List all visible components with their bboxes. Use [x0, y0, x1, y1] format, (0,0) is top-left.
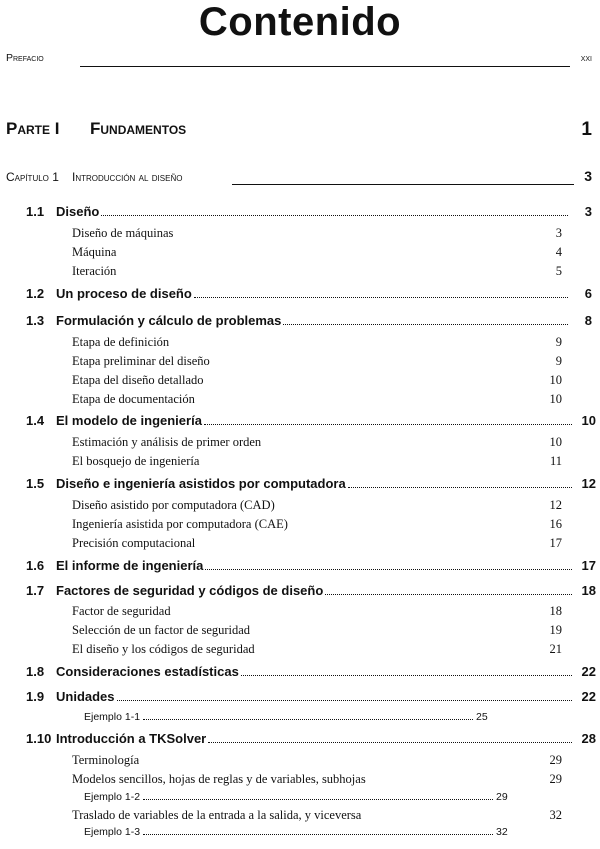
toc-section: Formulación y cálculo de problemas 8	[56, 313, 592, 328]
toc-subsection: Modelos sencillos, hojas de reglas y de variables, subhojas 29	[72, 772, 562, 786]
toc-subsection: El diseño y los códigos de seguridad 21	[72, 642, 562, 656]
section-number: 1.10	[26, 731, 52, 746]
preface-page: xxi	[580, 52, 592, 64]
toc-subsection: Selección de un factor de seguridad 19	[72, 623, 562, 637]
preface-rule	[80, 66, 570, 67]
toc-subsection: Factor de seguridad 18	[72, 604, 562, 618]
toc-section: El informe de ingeniería 17	[56, 558, 596, 573]
section-number: 1.7	[26, 583, 45, 598]
part-title: Fundamentos	[90, 119, 187, 138]
section-number: 1.5	[26, 476, 45, 491]
toc-subsection: Etapa de documentación 10	[72, 392, 562, 406]
toc-example: Ejemplo 1-3 32	[84, 826, 508, 838]
toc-subsection: Diseño de máquinas 3	[72, 226, 562, 240]
section-number: 1.2	[26, 286, 45, 301]
toc-subsection: Precisión computacional 17	[72, 536, 562, 550]
toc-section: Diseño e ingeniería asistidos por computadora 12	[56, 476, 596, 491]
chapter-title: Introducción al diseño	[72, 170, 183, 184]
toc-section	[56, 204, 592, 219]
toc-subsection: Terminología 29	[72, 753, 562, 767]
toc-section: Consideraciones estadísticas 22	[56, 664, 596, 679]
page-title: Contenido	[198, 0, 402, 44]
toc-subsection: Iteración 5	[72, 264, 562, 278]
chapter-rule	[232, 184, 574, 185]
toc-subsection: Ingeniería asistida por computadora (CAE) 16	[72, 517, 562, 531]
toc-section: Factores de seguridad y códigos de diseño 18	[56, 583, 596, 598]
toc-example: Ejemplo 1-2 29	[84, 791, 508, 803]
section-title: Diseño	[56, 204, 100, 219]
toc-subsection: Máquina 4	[72, 245, 562, 259]
section-number: 1.3	[26, 313, 45, 328]
part-page: 1	[581, 119, 592, 140]
toc-subsection: Estimación y análisis de primer orden 10	[72, 435, 562, 449]
section-number: 1.8	[26, 664, 45, 679]
toc-subsection: Diseño asistido por computadora (CAD) 12	[72, 498, 562, 512]
chapter-page: 3	[584, 168, 592, 184]
part-label: Parte I	[6, 119, 60, 138]
toc-subsection: El bosquejo de ingeniería 11	[72, 454, 562, 468]
toc-example: Ejemplo 1-1 25	[84, 711, 488, 723]
toc-section: El modelo de ingeniería 10	[56, 413, 596, 428]
chapter-label: Capítulo 1	[6, 170, 59, 184]
section-number: 1.6	[26, 558, 45, 573]
toc-section: Introducción a TKSolver 28	[56, 731, 596, 746]
section-number: 1.1	[26, 204, 45, 219]
toc-subsection: Etapa del diseño detallado 10	[72, 373, 562, 387]
toc-section: Unidades 22	[56, 689, 596, 704]
toc-subsection: Traslado de variables de la entrada a la salida, y viceversa 32	[72, 808, 562, 822]
section-number: 1.9	[26, 689, 45, 704]
section-number: 1.4	[26, 413, 45, 428]
toc-section: Un proceso de diseño 6	[56, 286, 592, 301]
preface-label: Prefacio	[6, 52, 44, 64]
section-page: 3	[584, 204, 592, 219]
toc-subsection: Etapa preliminar del diseño 9	[72, 354, 562, 368]
toc-subsection: Etapa de definición 9	[72, 335, 562, 349]
